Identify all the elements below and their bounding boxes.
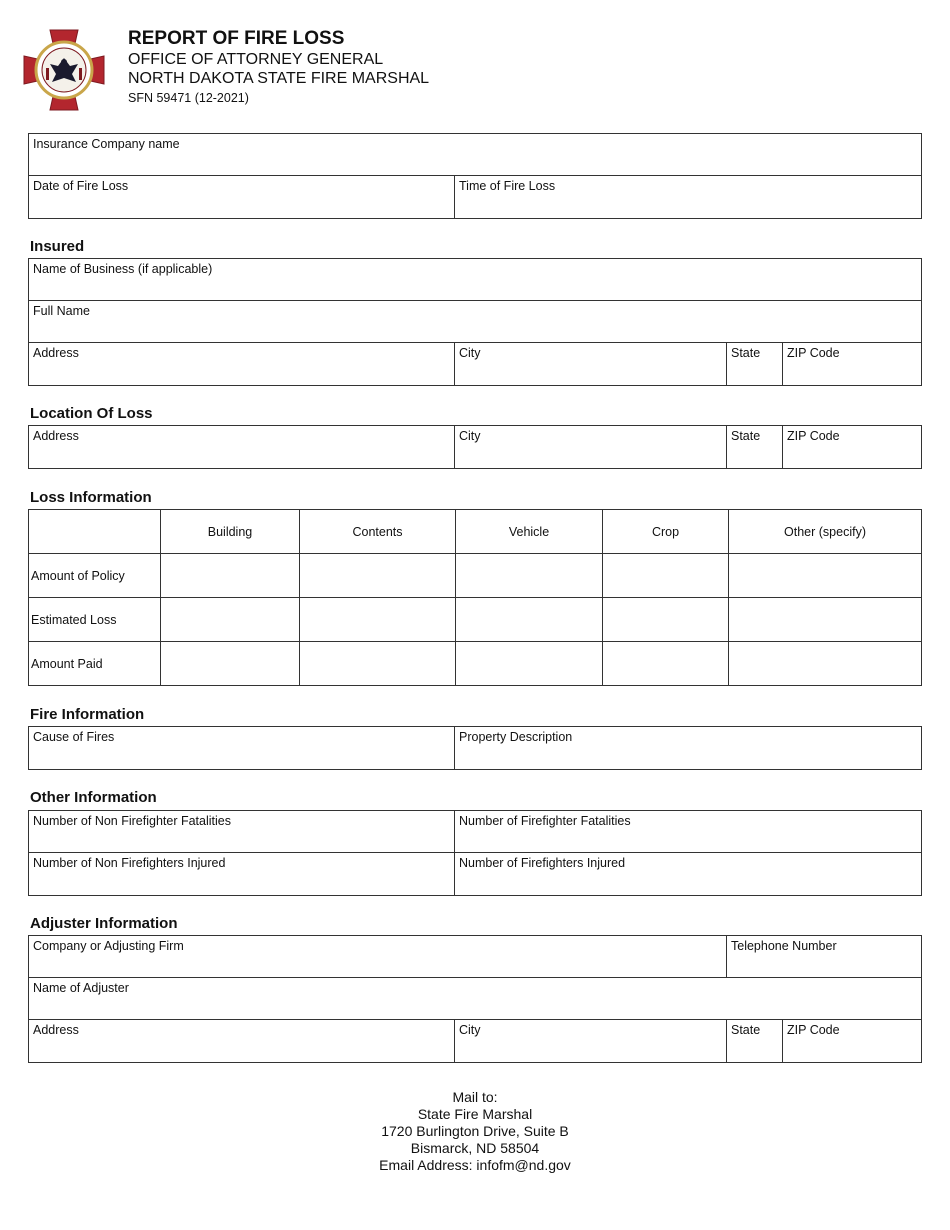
adjuster-box <box>28 935 922 1063</box>
email-address: Email Address: infofm@nd.gov <box>379 1157 571 1173</box>
table-row <box>29 642 922 686</box>
location-box <box>28 425 922 469</box>
location-city-field[interactable] <box>455 426 727 468</box>
non-ff-fatalities-field[interactable] <box>29 811 455 852</box>
adjuster-address-field[interactable] <box>29 1020 455 1062</box>
insured-city-field[interactable] <box>455 343 727 385</box>
location-address-field[interactable] <box>29 426 455 468</box>
form-title: REPORT OF FIRE LOSS <box>128 28 345 49</box>
ff-injured-field[interactable] <box>455 853 921 895</box>
table-corner-cell <box>29 510 161 554</box>
location-zip-field[interactable] <box>783 426 921 468</box>
input-cell[interactable] <box>456 554 603 598</box>
time-of-loss-field[interactable] <box>455 176 921 218</box>
field-label: Telephone Number <box>731 939 837 953</box>
field-label: Number of Non Firefighter Fatalities <box>33 814 231 828</box>
general-info-box <box>28 133 922 219</box>
form-header <box>128 28 429 107</box>
adjuster-name-field[interactable] <box>29 978 921 1019</box>
field-label: Address <box>33 429 79 443</box>
input-cell[interactable] <box>300 642 456 686</box>
input-cell[interactable] <box>161 598 300 642</box>
telephone-field[interactable] <box>727 936 921 977</box>
table-row <box>29 554 922 598</box>
input-cell[interactable] <box>729 598 922 642</box>
row-label: Amount of Policy <box>29 554 161 598</box>
field-label: Number of Firefighters Injured <box>459 856 626 870</box>
section-heading-insured: Insured <box>30 238 85 255</box>
location-state-field[interactable] <box>727 426 783 468</box>
non-ff-injured-field[interactable] <box>29 853 455 895</box>
column-header: Building <box>161 510 300 554</box>
adjuster-city-field[interactable] <box>455 1020 727 1062</box>
field-label: City <box>459 346 481 360</box>
field-label: Company or Adjusting Firm <box>33 939 184 953</box>
office-name: OFFICE OF ATTORNEY GENERAL <box>128 51 384 68</box>
input-cell[interactable] <box>456 642 603 686</box>
field-label: City <box>459 429 481 443</box>
input-cell[interactable] <box>603 642 729 686</box>
full-name-field[interactable] <box>29 301 921 342</box>
field-label: Address <box>33 346 79 360</box>
field-label: State <box>731 1023 761 1037</box>
field-label: State <box>731 346 761 360</box>
input-cell[interactable] <box>603 598 729 642</box>
input-cell[interactable] <box>300 598 456 642</box>
table-header-row <box>29 510 922 554</box>
field-label: Insurance Company name <box>33 137 180 151</box>
input-cell[interactable] <box>456 598 603 642</box>
insured-zip-field[interactable] <box>783 343 921 385</box>
date-of-loss-field[interactable] <box>29 176 455 218</box>
section-heading-other: Other Information <box>30 789 157 806</box>
field-label: Name of Adjuster <box>33 981 129 995</box>
agency-name: NORTH DAKOTA STATE FIRE MARSHAL <box>128 70 430 87</box>
ff-fatalities-field[interactable] <box>455 811 921 852</box>
table-row <box>29 598 922 642</box>
street-address: 1720 Burlington Drive, Suite B <box>381 1123 569 1139</box>
column-header: Vehicle <box>456 510 603 554</box>
section-heading-fire: Fire Information <box>30 706 145 723</box>
section-heading-location: Location Of Loss <box>30 405 153 422</box>
mailing-address <box>0 1089 950 1174</box>
field-label: Address <box>33 1023 79 1037</box>
business-name-field[interactable] <box>29 259 921 300</box>
column-header: Other (specify) <box>729 510 922 554</box>
insurance-company-field[interactable] <box>29 134 921 175</box>
adjusting-company-field[interactable] <box>29 936 727 977</box>
cause-of-fire-field[interactable] <box>29 727 455 769</box>
row-label: Amount Paid <box>29 642 161 686</box>
field-label: Number of Firefighter Fatalities <box>459 814 631 828</box>
row-label: Estimated Loss <box>29 598 161 642</box>
input-cell[interactable] <box>729 554 922 598</box>
input-cell[interactable] <box>729 642 922 686</box>
field-label: Cause of Fires <box>33 730 115 744</box>
field-label: Time of Fire Loss <box>459 179 556 193</box>
field-label: ZIP Code <box>787 346 840 360</box>
section-heading-adjuster: Adjuster Information <box>30 915 178 932</box>
fire-info-box <box>28 726 922 770</box>
property-description-field[interactable] <box>455 727 921 769</box>
insured-state-field[interactable] <box>727 343 783 385</box>
column-header: Crop <box>603 510 729 554</box>
adjuster-zip-field[interactable] <box>783 1020 921 1062</box>
section-heading-loss: Loss Information <box>30 489 152 506</box>
column-header: Contents <box>300 510 456 554</box>
field-label: State <box>731 429 761 443</box>
field-label: City <box>459 1023 481 1037</box>
input-cell[interactable] <box>161 554 300 598</box>
city-state-zip: Bismarck, ND 58504 <box>410 1140 540 1156</box>
fire-marshal-seal-logo <box>20 26 108 114</box>
recipient-name: State Fire Marshal <box>417 1106 533 1122</box>
field-label: Date of Fire Loss <box>33 179 129 193</box>
insured-box <box>28 258 922 386</box>
input-cell[interactable] <box>300 554 456 598</box>
field-label: ZIP Code <box>787 429 840 443</box>
form-number: SFN 59471 (12-2021) <box>128 91 249 105</box>
field-label: Property Description <box>459 730 573 744</box>
adjuster-state-field[interactable] <box>727 1020 783 1062</box>
input-cell[interactable] <box>161 642 300 686</box>
field-label: Name of Business (if applicable) <box>33 262 213 276</box>
other-info-box <box>28 810 922 896</box>
field-label: ZIP Code <box>787 1023 840 1037</box>
field-label: Full Name <box>33 304 90 318</box>
loss-info-table <box>28 509 922 686</box>
input-cell[interactable] <box>603 554 729 598</box>
insured-address-field[interactable] <box>29 343 455 385</box>
field-label: Number of Non Firefighters Injured <box>33 856 226 870</box>
mail-to-label: Mail to: <box>452 1089 498 1105</box>
